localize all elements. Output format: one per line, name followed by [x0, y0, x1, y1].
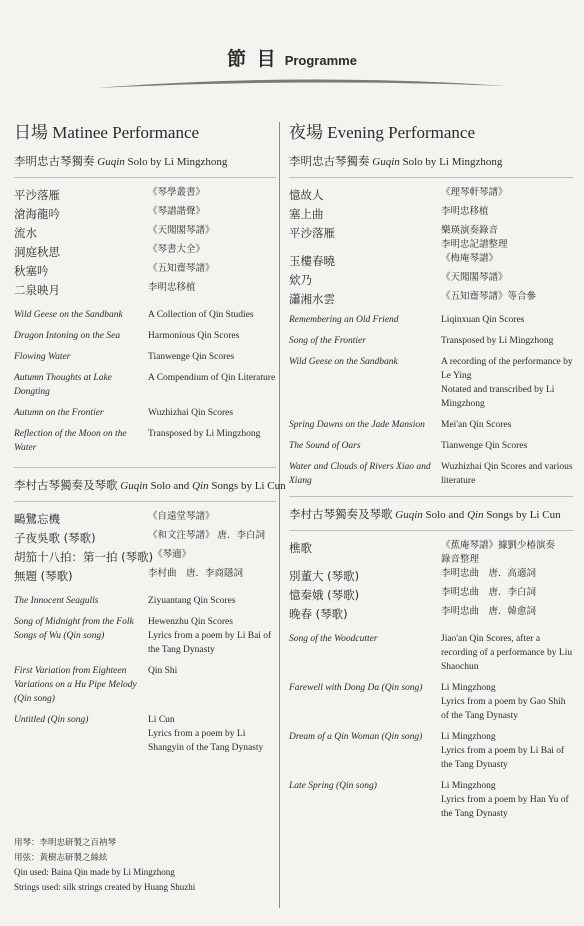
piece-source-zh: 《天聞閣琴譜》 [441, 272, 508, 283]
piece-source-zh: 《五知齋琴譜》 [148, 263, 215, 274]
programme-row [289, 334, 573, 348]
piece-title-zh: 晚春 (琴歌) [289, 607, 348, 621]
matinee-title [14, 118, 276, 144]
piece-title-en: Spring Dawns on the Jade Mansion [289, 420, 425, 430]
section-rule [289, 177, 573, 178]
evening-section2-zh-list [289, 539, 573, 624]
piece-title-zh: 平沙落雁 [14, 188, 60, 202]
piece-title-en: Song of Midnight from the Folk Songs of Wu (Qin song) [14, 617, 134, 641]
evening-title-zh: 夜場 [289, 123, 323, 143]
evening-section1-zh-list [289, 186, 573, 309]
section-rule [289, 496, 573, 497]
programme-row [14, 548, 276, 567]
piece-source-en: Tianwenge Qin Scores [441, 441, 528, 451]
programme-row [14, 350, 276, 364]
section-rule [289, 530, 573, 531]
section-title-rest: Solo and [425, 509, 465, 521]
piece-source-zh: 李村曲 唐．李商隱詞 [148, 568, 244, 579]
programme-row [14, 243, 276, 262]
programme-row [14, 713, 276, 755]
programme-row [14, 427, 276, 455]
evening-title [289, 118, 573, 144]
piece-title-zh: 平沙落雁 [289, 226, 335, 240]
piece-source-en: Li Mingzhong Lyrics from a poem by Gao Shih of the Tang Dynasty [441, 683, 566, 721]
footer-line: Qin used: Baina Qin made by Li Mingzhong [14, 867, 175, 877]
programme-row [14, 329, 276, 343]
footer-line: 用琴：李明忠研製之百衲琴 [14, 838, 117, 848]
programme-row [14, 529, 276, 548]
programme-row [14, 205, 276, 224]
piece-title-en: Water and Clouds of Rivers Xiao and Xiang [289, 462, 431, 486]
piece-source-zh: 《蕉庵琴譜》據劉少椿演奏 錄音整理 [441, 540, 556, 565]
evening-section1-en-list [289, 313, 573, 488]
piece-title-en: Autumn on the Frontier [14, 408, 104, 418]
piece-source-zh: 《琴譜諧聲》 [148, 206, 206, 217]
section-title-zh: 李村古琴獨奏及琴歌 [289, 507, 393, 521]
header-swoosh-decoration [96, 74, 506, 94]
piece-source-en: Liqinxuan Qin Scores [441, 315, 525, 325]
piece-title-en: Song of the Frontier [289, 336, 366, 346]
piece-title-zh: 憶故人 [289, 188, 324, 202]
piece-source-en: Harmonious Qin Scores [148, 331, 240, 341]
piece-source-zh: 李明忠曲 唐．高適詞 [441, 568, 537, 579]
instrument-notes [14, 836, 195, 894]
piece-title-en: Wild Geese on the Sandbank [289, 357, 398, 367]
section-title-rest: Solo and [150, 480, 190, 492]
programme-row [289, 567, 573, 586]
section-title-italic: Qin [467, 509, 484, 521]
programme-row [289, 224, 573, 252]
column-divider [279, 122, 280, 908]
piece-source-zh: 《五知齋琴譜》等合參 [441, 291, 537, 302]
piece-title-zh: 洞庭秋思 [14, 245, 60, 259]
piece-source-zh: 《和文注琴譜》 唐．李白詞 [148, 530, 266, 541]
piece-source-en: Wuzhizhai Qin Scores and various literature [441, 462, 573, 486]
piece-title-zh: 子夜吳歌 (琴歌) [14, 531, 96, 545]
piece-source-en: Ziyuantang Qin Scores [148, 596, 236, 606]
section-rule [14, 177, 276, 178]
piece-title-en: First Variation from Eighteen Variations on a Hu Pipe Melody (Qin song) [14, 666, 137, 704]
piece-title-zh: 秋塞吟 [14, 264, 49, 278]
section-title-rest: Solo by Li Mingzhong [402, 156, 503, 168]
evening-section1-title [289, 152, 573, 171]
piece-title-en: Flowing Water [14, 352, 71, 362]
piece-title-zh: 憶秦娥 (琴歌) [289, 588, 360, 602]
piece-source-zh: 《琴學叢書》 [148, 187, 206, 198]
matinee-section2-title [14, 476, 286, 495]
piece-title-en: Wild Geese on the Sandbank [14, 310, 123, 320]
programme-row [14, 262, 276, 281]
piece-source-en: Transposed by Li Mingzhong [148, 429, 261, 439]
programme-row [289, 779, 573, 821]
section-title-rest: Songs by Li Cun [486, 509, 561, 521]
piece-source-zh: 《琴書大全》 [148, 244, 206, 255]
piece-source-en: Li Mingzhong Lyrics from a poem by Han Yu of the Tang Dynasty [441, 781, 569, 819]
piece-source-en: Hewenzhu Qin Scores Lyrics from a poem by Li Bai of the Tang Dynasty [148, 617, 272, 655]
piece-title-en: Song of the Woodcutter [289, 634, 378, 644]
piece-source-en: A recording of the performance by Le Ying Notated and transcribed by Li Mingzhong [441, 357, 573, 409]
programme-header [0, 44, 584, 71]
programme-row [14, 406, 276, 420]
matinee-section2-en-list [14, 594, 276, 755]
piece-title-en: Reflection of the Moon on the Water [14, 429, 127, 453]
piece-title-en: Dream of a Qin Woman (Qin song) [289, 732, 423, 742]
piece-source-en: A Collection of Qin Studies [148, 310, 254, 320]
piece-source-zh: 李明忠曲 唐．李白詞 [441, 587, 537, 598]
piece-source-en: Li Mingzhong Lyrics from a poem by Li Bai of the Tang Dynasty [441, 732, 565, 770]
piece-source-zh: 《琴適》 [153, 549, 192, 560]
programme-row [14, 371, 276, 399]
piece-source-zh: 《自遠堂琴譜》 [148, 511, 215, 522]
programme-row [289, 460, 573, 488]
section-title-zh: 李明忠古琴獨奏 [289, 154, 370, 168]
programme-row [289, 418, 573, 432]
programme-row [14, 308, 276, 322]
section-rule [14, 501, 276, 502]
programme-row [289, 681, 573, 723]
piece-title-zh: 無題 (琴歌) [14, 569, 73, 583]
programme-row [14, 281, 276, 300]
piece-source-zh: 《梅庵琴譜》 [441, 253, 499, 264]
header-title-zh: 節 目 [227, 48, 278, 70]
evening-column [289, 118, 573, 828]
programme-row [289, 355, 573, 411]
programme-row [14, 224, 276, 243]
programme-row [289, 290, 573, 309]
matinee-column [14, 118, 286, 762]
piece-title-en: Autumn Thoughts at Lake Dongting [14, 373, 112, 397]
section-title-italic: Guqin [120, 480, 148, 492]
programme-row [289, 313, 573, 327]
section-title-rest: Solo by Li Mingzhong [127, 156, 228, 168]
matinee-section1-title [14, 152, 276, 171]
programme-row [289, 439, 573, 453]
piece-source-zh: 《天聞閣琴譜》 [148, 225, 215, 236]
programme-row [289, 205, 573, 224]
piece-source-en: Li Cun Lyrics from a poem by Li Shangyin of the Tang Dynasty [148, 715, 264, 753]
evening-section2-en-list [289, 632, 573, 821]
footer-line: Strings used: silk strings created by Huang Shuzhi [14, 881, 196, 892]
piece-title-en: Untitled (Qin song) [14, 715, 89, 725]
programme-row [289, 605, 573, 624]
section-title-zh: 李村古琴獨奏及琴歌 [14, 478, 118, 492]
matinee-section1-zh-list [14, 186, 276, 300]
piece-source-zh: 李明忠曲 唐．韓愈詞 [441, 606, 537, 617]
piece-source-zh: 李明忠移植 [441, 206, 489, 217]
matinee-title-zh: 日場 [14, 123, 48, 143]
piece-title-zh: 塞上曲 [289, 207, 324, 221]
evening-section2-title [289, 505, 573, 524]
programme-row [289, 186, 573, 205]
programme-row [289, 730, 573, 772]
piece-title-en: The Innocent Seagulls [14, 596, 99, 606]
piece-title-en: Late Spring (Qin song) [289, 781, 377, 791]
piece-source-en: Mei'an Qin Scores [441, 420, 512, 430]
piece-title-zh: 別董大 (琴歌) [289, 569, 360, 583]
piece-source-en: Jiao'an Qin Scores, after a recording of a performance by Liu Shaochun [441, 634, 573, 672]
programme-row [14, 594, 276, 608]
section-title-italic: Qin [192, 480, 209, 492]
piece-title-zh: 玉樓春曉 [289, 254, 335, 268]
programme-row [14, 510, 276, 529]
piece-title-zh: 瀟湘水雲 [289, 292, 335, 306]
programme-row [289, 632, 573, 674]
piece-title-zh: 滄海龍吟 [14, 207, 60, 221]
piece-title-zh: 鷗鷺忘機 [14, 512, 60, 526]
programme-row [289, 271, 573, 290]
piece-title-zh: 胡笳十八拍：第一拍 (琴歌) [14, 550, 154, 564]
piece-title-zh: 流水 [14, 226, 37, 240]
programme-row [14, 664, 276, 706]
matinee-section1-en-list [14, 308, 276, 455]
piece-source-zh: 樂瑛演奏錄音 李明忠記譜整理 [441, 225, 508, 250]
piece-title-en: Remembering an Old Friend [289, 315, 399, 325]
programme-row [289, 252, 573, 271]
piece-title-en: Farewell with Dong Da (Qin song) [289, 683, 423, 693]
programme-row [14, 186, 276, 205]
section-rule [14, 467, 276, 468]
piece-source-zh: 《理琴軒琴譜》 [441, 187, 508, 198]
programme-row [289, 539, 573, 567]
programme-row [14, 615, 276, 657]
section-title-italic: Guqin [395, 509, 423, 521]
piece-source-en: Wuzhizhai Qin Scores [148, 408, 234, 418]
piece-title-zh: 欸乃 [289, 273, 312, 287]
footer-line: 用弦：黃樹志研製之絲絃 [14, 852, 108, 863]
piece-source-en: Qin Shi [148, 666, 178, 676]
piece-title-en: The Sound of Oars [289, 441, 361, 451]
matinee-title-en: Matinee Performance [52, 123, 200, 142]
section-title-zh: 李明忠古琴獨奏 [14, 154, 95, 168]
piece-title-zh: 二泉映月 [14, 283, 60, 297]
matinee-section2-zh-list [14, 510, 276, 586]
section-title-italic: Guqin [97, 156, 125, 168]
section-title-italic: Guqin [372, 156, 400, 168]
header-title-en: Programme [284, 53, 357, 68]
piece-source-en: A Compendium of Qin Literature [148, 373, 276, 383]
evening-title-en: Evening Performance [327, 123, 475, 142]
piece-source-en: Transposed by Li Mingzhong [441, 336, 554, 346]
piece-source-en: Tianwenge Qin Scores [148, 352, 235, 362]
piece-title-zh: 樵歌 [289, 541, 312, 555]
section-title-rest: Songs by Li Cun [211, 480, 286, 492]
piece-title-en: Dragon Intoning on the Sea [14, 331, 121, 341]
programme-row [14, 567, 276, 586]
piece-source-zh: 李明忠移植 [148, 282, 196, 293]
programme-row [289, 586, 573, 605]
